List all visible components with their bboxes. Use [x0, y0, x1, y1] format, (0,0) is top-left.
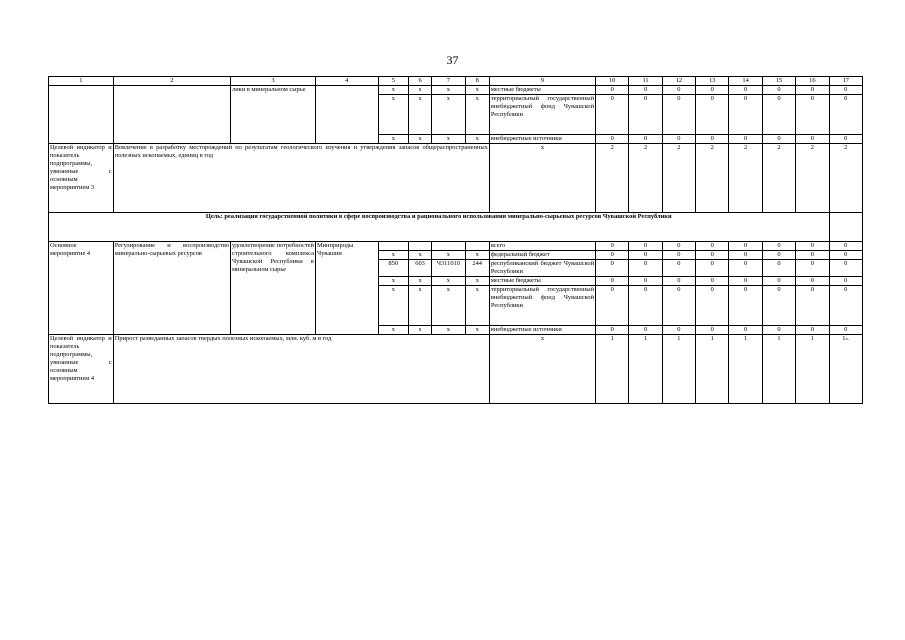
year-value-cell: 0 — [796, 135, 829, 144]
budget-code-cell: 850 — [378, 260, 408, 277]
year-value-cell: 0 — [696, 86, 729, 95]
budget-code-cell: х — [432, 251, 465, 260]
budget-code-cell: х — [465, 251, 489, 260]
year-value-cell: 0 — [729, 326, 762, 335]
year-value-cell: 1 — [662, 335, 695, 404]
header-row — [49, 77, 863, 86]
header-cell: 17 — [829, 77, 862, 86]
year-value-cell: 0 — [662, 86, 695, 95]
year-value-cell: 0 — [796, 242, 829, 251]
budget-code-cell: Ч311010 — [432, 260, 465, 277]
year-value-cell: 0 — [629, 286, 662, 326]
budget-code-cell — [432, 242, 465, 251]
year-value-cell: 0 — [762, 260, 795, 277]
budget-code-cell: х — [378, 251, 408, 260]
header-cell: 7 — [432, 77, 465, 86]
header-cell: 3 — [231, 77, 316, 86]
indicator-label-cell: Целевой индикатор и показатель подпрограммы, увязанные с основным мероприятием 4 — [49, 335, 114, 404]
year-value-cell: 0 — [629, 260, 662, 277]
table-row — [49, 242, 863, 251]
budget-code-cell: х — [408, 95, 431, 135]
event-name-cell: Регулирование и воспроизводство минерально-сырьевых ресурсов — [113, 242, 230, 335]
year-value-cell — [829, 335, 862, 404]
year-value-cell: 0 — [696, 242, 729, 251]
budget-table — [48, 76, 863, 404]
year-value-cell: 0 — [729, 135, 762, 144]
funding-source-cell: территориальный государственный внебюджетный фонд Чувашской Республики — [489, 95, 595, 135]
year-value-cell: 0 — [762, 135, 795, 144]
year-value-cell: 0 — [662, 95, 695, 135]
table-row — [49, 86, 863, 95]
year-value-cell: 0 — [796, 95, 829, 135]
year-value-cell: 2 — [596, 144, 629, 213]
year-value-cell: 0 — [596, 286, 629, 326]
year-value-cell: 0 — [696, 326, 729, 335]
year-value-cell: 1 — [596, 335, 629, 404]
page-number: 37 — [446, 53, 459, 67]
year-value-cell: 0 — [629, 242, 662, 251]
funding-source-cell: федеральный бюджет — [489, 251, 595, 260]
year-value-cell: 2 — [796, 144, 829, 213]
header-cell: 16 — [796, 77, 829, 86]
funding-source-cell: территориальный государственный внебюджетный фонд Чувашской Республики — [489, 286, 595, 326]
budget-code-cell — [378, 242, 408, 251]
blank-cell — [113, 86, 230, 144]
budget-code-cell: х — [432, 95, 465, 135]
header-cell: 4 — [315, 77, 378, 86]
year-value-cell: 0 — [762, 86, 795, 95]
header-cell: 11 — [629, 77, 662, 86]
year-value-cell: 0 — [762, 277, 795, 286]
year-value-cell: 0 — [596, 86, 629, 95]
year-value-cell: 0 — [829, 95, 862, 135]
year-value-cell: 0 — [662, 135, 695, 144]
year-value-cell: 0 — [796, 86, 829, 95]
header-cell: 15 — [762, 77, 795, 86]
year-value-cell: 0 — [662, 326, 695, 335]
last-value: 1 — [842, 335, 846, 342]
budget-code-cell: х — [408, 251, 431, 260]
indicator-x-cell: х — [489, 144, 595, 213]
budget-code-cell: х — [432, 135, 465, 144]
goal-cell: Цель: реализация государственной политики в сфере воспроизводства и рационального использования минерально-сырьевых ресурсов Чувашской Республики — [49, 213, 830, 242]
year-value-cell: 0 — [629, 277, 662, 286]
budget-code-cell: х — [432, 277, 465, 286]
budget-code-cell: х — [408, 326, 431, 335]
year-value-cell: 2 — [662, 144, 695, 213]
year-value-cell: 1 — [729, 335, 762, 404]
event-label-cell: Основное мероприятие 4 — [49, 242, 114, 335]
funding-source-cell: республиканский бюджет Чувашской Республики — [490, 260, 594, 275]
indicator-row — [49, 335, 863, 404]
year-value-cell: 0 — [762, 326, 795, 335]
year-value-cell: 0 — [596, 135, 629, 144]
year-value-cell: 2 — [829, 144, 862, 213]
indicator-label-cell: Целевой индикатор и показатель подпрограммы, увязанные с основным мероприятием 3 — [49, 144, 114, 213]
year-value-cell: 0 — [829, 135, 862, 144]
year-value-cell: 0 — [696, 260, 729, 277]
funding-source-cell: местные бюджеты — [489, 277, 595, 286]
year-value-cell: 0 — [829, 242, 862, 251]
year-value-cell: 0 — [596, 277, 629, 286]
goal-row — [49, 213, 863, 242]
closing-quote-mark: ». — [845, 337, 850, 342]
budget-code-cell: х — [408, 277, 431, 286]
year-value-cell: 0 — [696, 135, 729, 144]
year-value-cell: 1 — [796, 335, 829, 404]
budget-code-cell: х — [378, 86, 408, 95]
year-value-cell: 0 — [662, 260, 695, 277]
funding-source-cell: внебюджетные источники — [489, 135, 595, 144]
budget-code-cell: х — [378, 277, 408, 286]
header-cell: 12 — [662, 77, 695, 86]
result-cell: удовлетворение потребностей строительного комплекса Чувашской Республики в минеральном сырье — [231, 242, 316, 335]
year-value-cell: 0 — [796, 326, 829, 335]
year-value-cell: 0 — [662, 242, 695, 251]
budget-code-cell: х — [408, 135, 431, 144]
year-value-cell: 0 — [662, 277, 695, 286]
indicator-text-cell: Вовлечение в разработку месторождений по результатам геологического изучения и утверждения запасов общераспространенных полезных ископаемых, единиц в год — [113, 144, 489, 213]
year-value-cell: 0 — [796, 260, 829, 277]
funding-source-cell: местные бюджеты — [489, 86, 595, 95]
year-value-cell: 1 — [762, 335, 795, 404]
budget-code-cell: х — [465, 286, 489, 326]
budget-code-cell: х — [432, 326, 465, 335]
budget-code-cell: 603 — [408, 260, 431, 277]
year-value-cell: 0 — [796, 277, 829, 286]
indicator-x-cell: х — [489, 335, 595, 404]
year-value-cell: 0 — [729, 242, 762, 251]
budget-code-cell: х — [378, 95, 408, 135]
year-value-cell: 2 — [629, 144, 662, 213]
year-value-cell: 0 — [596, 242, 629, 251]
indicator-row — [49, 144, 863, 213]
budget-code-cell: х — [432, 286, 465, 326]
year-value-cell: 0 — [729, 251, 762, 260]
header-cell: 6 — [408, 77, 431, 86]
year-value-cell: 0 — [662, 286, 695, 326]
year-value-cell: 0 — [696, 286, 729, 326]
indicator-text-cell: Прирост разведанных запасов твердых полезных ископаемых, млн. куб. м в год — [113, 335, 489, 404]
budget-code-cell: х — [465, 86, 489, 95]
executor-cell: Минприроды Чувашии — [315, 242, 378, 335]
year-value-cell: 0 — [729, 260, 762, 277]
year-value-cell: 0 — [762, 251, 795, 260]
budget-code-cell: х — [378, 135, 408, 144]
year-value-cell: 0 — [629, 135, 662, 144]
year-value-cell: 0 — [596, 95, 629, 135]
year-value-cell: 0 — [829, 260, 862, 277]
year-value-cell: 0 — [829, 86, 862, 95]
funding-source-cell: внебюджетные источники — [489, 326, 595, 335]
year-value-cell: 0 — [596, 260, 629, 277]
blank-cell — [49, 86, 114, 144]
header-cell: 10 — [596, 77, 629, 86]
year-value-cell: 0 — [729, 86, 762, 95]
year-value-cell: 0 — [796, 251, 829, 260]
year-value-cell: 0 — [829, 277, 862, 286]
budget-code-cell: х — [465, 326, 489, 335]
result-cell: лики в минеральном сырье — [231, 86, 316, 144]
year-value-cell: 0 — [729, 277, 762, 286]
blank-cell — [829, 213, 862, 242]
year-value-cell: 0 — [629, 95, 662, 135]
budget-code-cell: х — [378, 286, 408, 326]
year-value-cell: 0 — [629, 86, 662, 95]
blank-cell — [315, 86, 378, 144]
year-value-cell: 0 — [829, 251, 862, 260]
header-cell: 2 — [113, 77, 230, 86]
year-value-cell: 2 — [762, 144, 795, 213]
budget-code-cell: х — [378, 326, 408, 335]
year-value-cell: 0 — [829, 286, 862, 326]
year-value-cell: 2 — [696, 144, 729, 213]
year-value-cell: 2 — [729, 144, 762, 213]
year-value-cell: 0 — [696, 95, 729, 135]
budget-code-cell: х — [408, 86, 431, 95]
budget-code-cell: х — [432, 86, 465, 95]
funding-source-cell: всего — [489, 242, 595, 251]
year-value-cell: 0 — [729, 95, 762, 135]
year-value-cell: 0 — [596, 326, 629, 335]
budget-code-cell: х — [408, 286, 431, 326]
year-value-cell: 0 — [796, 286, 829, 326]
year-value-cell: 0 — [596, 251, 629, 260]
year-value-cell: 1 — [629, 335, 662, 404]
budget-code-cell: х — [465, 277, 489, 286]
budget-code-cell — [408, 242, 431, 251]
header-cell: 14 — [729, 77, 762, 86]
year-value-cell: 0 — [629, 326, 662, 335]
budget-code-cell: х — [465, 95, 489, 135]
header-cell: 9 — [489, 77, 595, 86]
year-value-cell: 0 — [629, 251, 662, 260]
year-value-cell: 0 — [662, 251, 695, 260]
year-value-cell: 0 — [729, 286, 762, 326]
budget-code-cell: 244 — [465, 260, 489, 277]
year-value-cell: 0 — [762, 95, 795, 135]
header-cell: 13 — [696, 77, 729, 86]
year-value-cell: 0 — [696, 251, 729, 260]
header-cell: 8 — [465, 77, 489, 86]
year-value-cell: 0 — [829, 326, 862, 335]
year-value-cell: 1 — [696, 335, 729, 404]
budget-code-cell — [465, 242, 489, 251]
year-value-cell: 0 — [762, 286, 795, 326]
header-cell: 1 — [49, 77, 114, 86]
year-value-cell: 0 — [696, 277, 729, 286]
budget-code-cell: х — [465, 135, 489, 144]
header-cell: 5 — [378, 77, 408, 86]
year-value-cell: 0 — [762, 242, 795, 251]
